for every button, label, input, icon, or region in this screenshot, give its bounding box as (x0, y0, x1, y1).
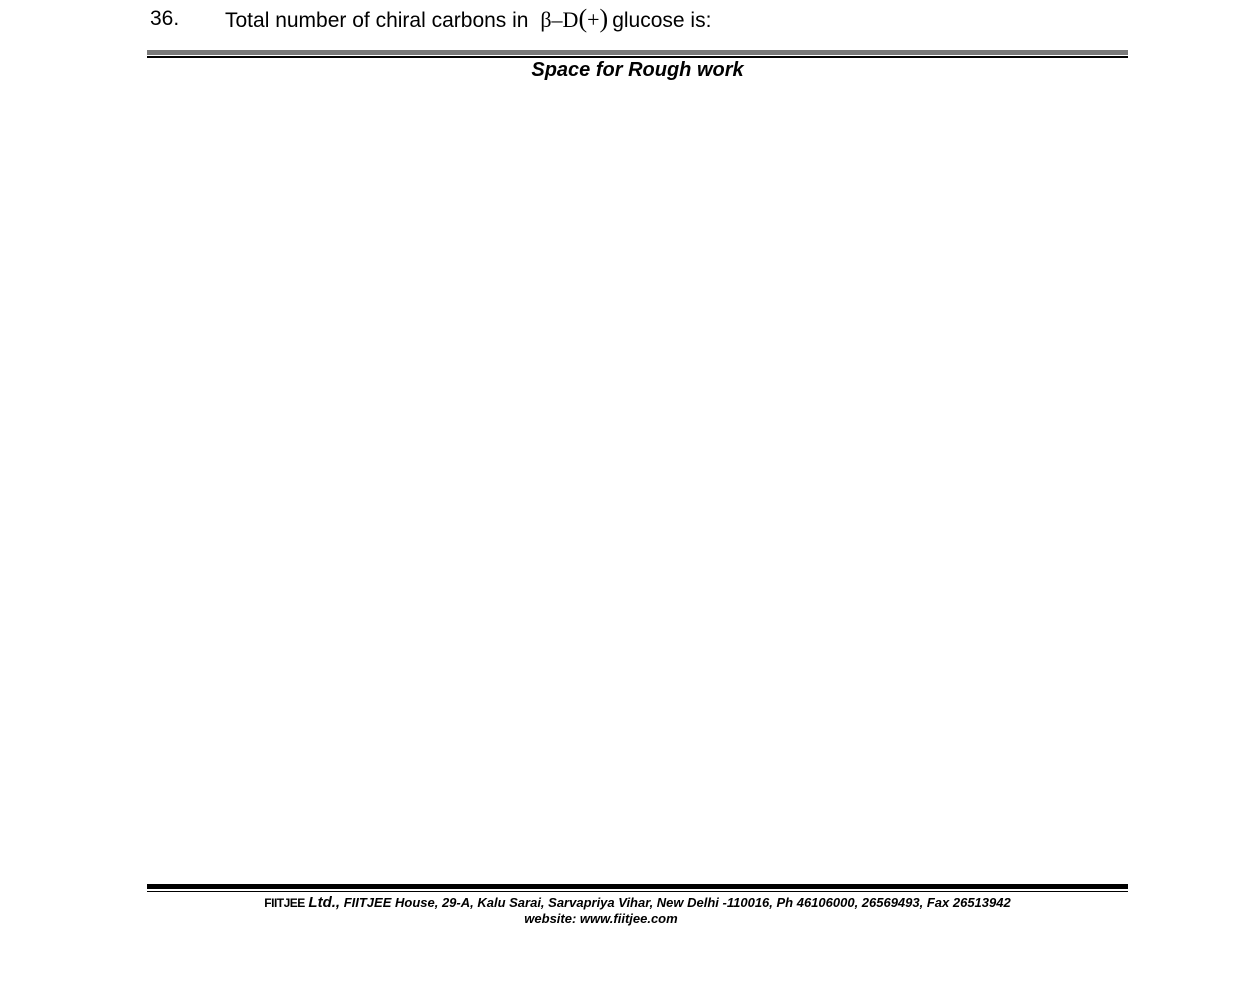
rough-work-title: Space for Rough work (531, 59, 744, 81)
footer-brand: FIITJEE (264, 896, 305, 910)
question-text (225, 6, 711, 34)
math-dash: – (551, 7, 563, 32)
math-d: D (562, 7, 579, 32)
math-open-paren: ( (578, 4, 588, 33)
footer-address-line (147, 894, 1128, 911)
footer-divider (147, 884, 1128, 893)
question-text-after: glucose is: (612, 9, 712, 32)
math-beta: β (540, 7, 552, 32)
math-expression (540, 4, 609, 33)
footer-website: website: www.fiitjee.com (524, 911, 678, 926)
math-plus: + (587, 7, 600, 32)
footer-address: FIITJEE House, 29-A, Kalu Sarai, Sarvapriya Vihar, New Delhi -110016, Ph 46106000, 26569493, Fax 26513942 (343, 895, 1011, 910)
top-divider (147, 50, 1128, 58)
question-number: 36. (150, 7, 180, 30)
footer-ltd: Ltd., (308, 894, 341, 911)
math-close-paren: ) (599, 4, 609, 33)
question-text-before: Total number of chiral carbons in (225, 9, 529, 32)
